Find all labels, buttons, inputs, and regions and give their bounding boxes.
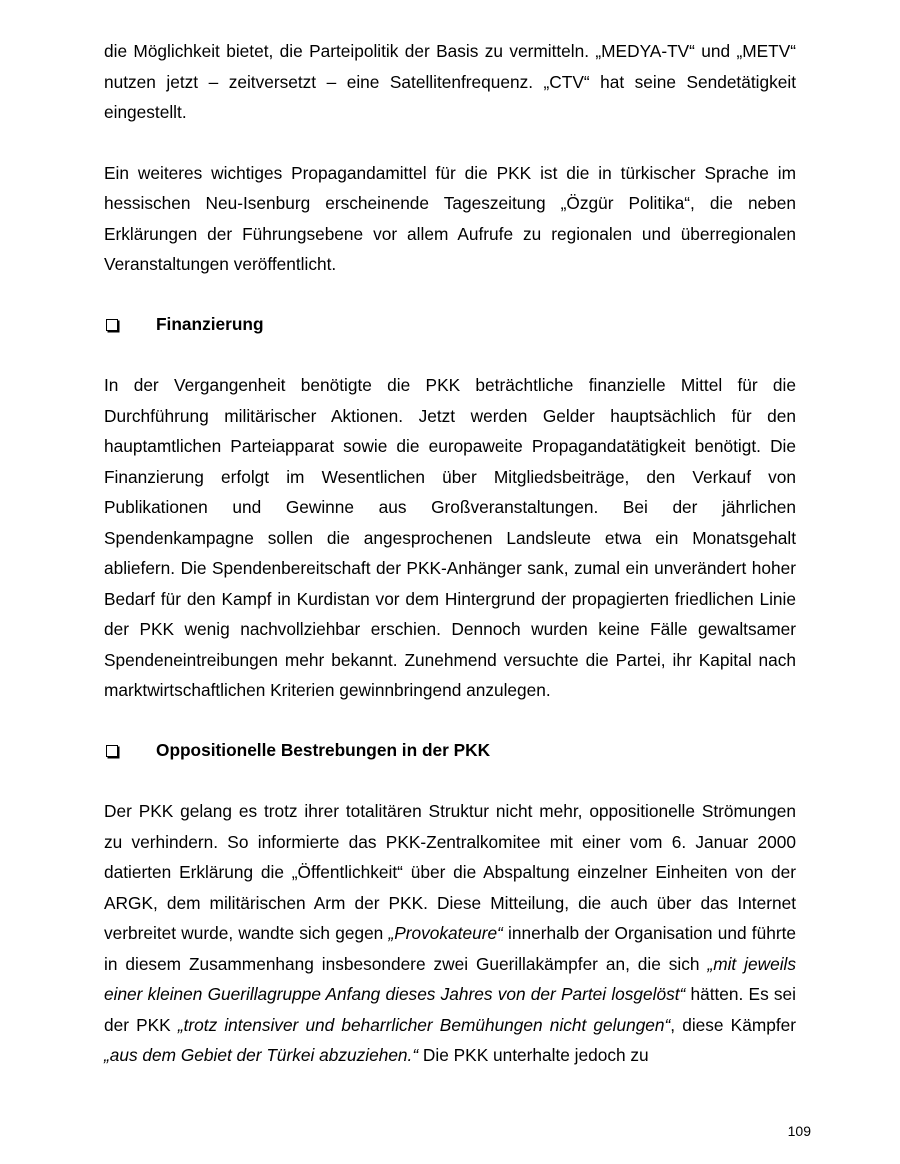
text-segment: die Möglichkeit bietet, die Parteipolitik der Basis zu vermitteln. „MEDYA-TV“ und „METV“ nutzen jetzt – zeitversetzt – eine Satellitenfrequenz. „CTV“ hat seine Sendetätigkeit eingestellt.	[104, 41, 796, 122]
document-page	[104, 36, 796, 1071]
quoted-text: „aus dem Gebiet der Türkei abzuziehen.“	[104, 1045, 419, 1065]
text-segment: , diese Kämpfer	[670, 1014, 796, 1035]
checkbox-bullet-icon	[106, 319, 118, 331]
paragraph-spacer	[104, 706, 796, 736]
paragraph-spacer	[104, 340, 796, 370]
text-segment: hätten. Es sei der PKK	[104, 984, 796, 1035]
paragraph-oezguer-politika	[104, 158, 796, 280]
paragraph-spacer	[104, 766, 796, 796]
section-heading-opposition	[104, 736, 796, 767]
paragraph-media	[104, 36, 796, 128]
text-segment: Ein weiteres wichtiges Propagandamittel für die PKK ist die in türkischer Sprache im hessischen Neu-Isenburg erscheinende Tageszeitung „Özgür Politika“, die neben Erklärungen der Führungsebene vor allem Aufrufe zu regionalen und überregionalen Veranstaltungen veröffentlicht.	[104, 162, 796, 274]
text-segment: In der Vergangenheit benötigte die PKK beträchtliche finanzielle Mittel für die Durchführung militärischer Aktionen. Jetzt werden Gelder hauptsächlich für den hauptamtlichen Parteiapparat sowie die europaweite Propagandatätigkeit benötigt. Die Finanzierung erfolgt im Wesentlichen über Mitgliedsbeiträge, den Verkauf von Publikationen und Gewinne aus Großveranstaltungen. Bei der jährlichen Spendenkampagne sollen die angesprochenen Landsleute etwa ein Monatsgehalt abliefern. Die Spendenbereitschaft der PKK-Anhänger sank, zumal ein unverändert hoher Bedarf für den Kampf in Kurdistan vor dem Hintergrund der propagierten friedlichen Linie der PKK wenig nachvollziehbar erschien. Dennoch wurden keine Fälle gewaltsamer Spendeneintreibungen mehr bekannt. Zunehmend versuchte die Partei, ihr Kapital nach marktwirtschaftlichen Kriterien gewinnbringend anzulegen.	[104, 375, 796, 700]
section-heading-financing	[104, 310, 796, 341]
quoted-text: „Provokateure“	[388, 923, 503, 943]
text-segment: Die PKK unterhalte jedoch zu	[418, 1045, 649, 1065]
text-segment: innerhalb der Organisation und führte in diesem Zusammenhang insbesondere zwei Guerillakämpfer an, die sich	[104, 923, 796, 974]
section-heading-opposition-label: Oppositionelle Bestrebungen in der PKK	[156, 740, 491, 761]
section-heading-financing-label: Finanzierung	[156, 314, 264, 335]
paragraph-spacer	[104, 128, 796, 158]
checkbox-bullet-icon	[106, 745, 118, 757]
text-segment: Der PKK gelang es trotz ihrer totalitären Struktur nicht mehr, oppositionelle Strömungen zu verhindern. So informierte das PKK-Zentralkomitee mit einer vom 6. Januar 2000 datierten Erklärung die „Öffentlichkeit“ über die Abspaltung einzelner Einheiten von der ARGK, dem militärischen Arm der PKK. Diese Mitteilung, die auch über das Internet verbreitet wurde, wandte sich gegen	[104, 801, 796, 943]
quoted-text: „trotz intensiver und beharrlicher Bemühungen nicht gelungen“	[177, 1014, 671, 1035]
paragraph-financing	[104, 370, 796, 706]
quoted-text: „mit jeweils einer kleinen Guerillagruppe Anfang dieses Jahres von der Partei losgelöst“	[104, 953, 797, 1004]
paragraph-spacer	[104, 280, 796, 310]
page-number: 109	[787, 1123, 811, 1139]
paragraph-opposition	[104, 796, 796, 1071]
